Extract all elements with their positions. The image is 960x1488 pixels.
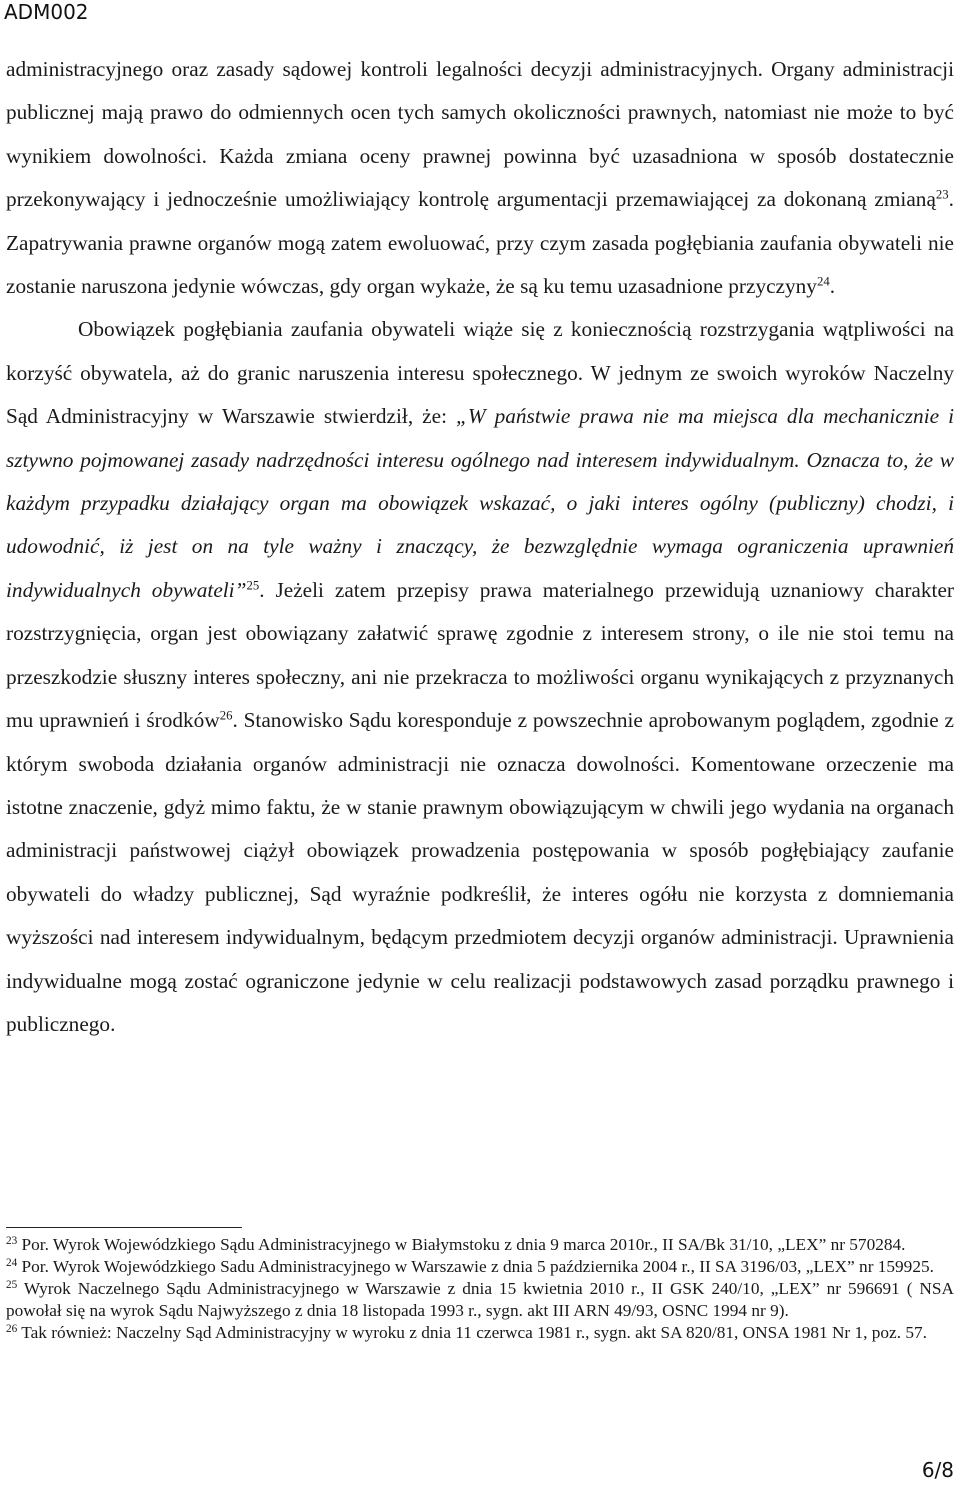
footnote-text: Por. Wyrok Wojewódzkiego Sądu Administracyjnego w Białymstoku z dnia 9 marca 2010r., II SA/Bk 31/10, „LEX” nr 570284. <box>17 1235 906 1254</box>
footnote-ref-24[interactable]: 24 <box>816 274 830 289</box>
paragraph-1-sentence-1: administracyjnego oraz zasady sądowej kontroli legalności decyzji administracyjnych. Organy administracji publicznej mają prawo do odmiennych ocen tych samych okoliczności prawnych, natomiast nie może to być wynikiem dowolności. <box>6 57 954 168</box>
footnote-separator <box>6 1227 242 1228</box>
footnote-24 <box>6 1256 954 1278</box>
footnote-number: 24 <box>6 1256 18 1269</box>
document-id-header: ADM002 <box>4 0 89 24</box>
paragraph-2 <box>6 308 954 1046</box>
footnote-text: Por. Wyrok Wojewódzkiego Sadu Administracyjnego w Warszawie z dnia 5 października 2004 r., II SA 3196/03, „LEX” nr 159925. <box>17 1257 934 1276</box>
paragraph-2-sentence-2: . Jeżeli zatem przepisy prawa materialnego przewidują uznaniowy charakter rozstrzygnięcia, organ jest obowiązany załatwić sprawę zgodnie z interesem strony, o ile nie stoi temu na przeszkodzie słuszny interes społeczny, ani nie przekracza to możliwości organu wynikających z przyznanych mu uprawnień i środków <box>6 577 954 733</box>
paragraph-1-sentence-4: . <box>829 274 836 299</box>
footnote-25 <box>6 1278 954 1322</box>
page-number: 6/8 <box>921 1458 954 1482</box>
footnote-ref-23[interactable]: 23 <box>935 187 949 202</box>
footnote-text: Tak również: Naczelny Sąd Administracyjny w wyroku z dnia 11 czerwca 1981 r., sygn. akt SA 820/81, ONSA 1981 Nr 1, poz. 57. <box>17 1323 927 1342</box>
paragraph-2-sentence-3: . Stanowisko Sądu koresponduje z powszechnie aprobowanym poglądem, zgodnie z którym swoboda działania organów administracji nie oznacza dowolności. Komentowane orzeczenie ma istotne znaczenie, gdyż mimo faktu, że w stanie prawnym obowiązującym w chwili jego wydania na organach administracji państwowej ciążył obowiązek prowadzenia postępowania w sposób pogłębiający zaufanie obywateli do władzy publicznej, Sąd wyraźnie podkreślił, że interes ogółu nie korzysta z domniemania wyższości nad interesem indywidualnym, będącym przedmiotem decyzji organów administracji. Uprawnienia indywidualne mogą zostać ograniczone jedynie w celu realizacji podstawowych zasad porządku prawnego i publicznego. <box>6 708 954 1036</box>
footnote-26 <box>6 1322 954 1344</box>
paragraph-1-sentence-3: . Zapatrywania prawne organów mogą zatem ewoluować, przy czym zasada pogłębiania zaufania obywateli nie zostanie naruszona jedynie wówczas, gdy organ wykaże, że są ku temu uzasadnione przyczyny <box>6 187 954 299</box>
court-quote: „W państwie prawa nie ma miejsca dla mechanicznie i sztywno pojmowanej zasady nadrzędności interesu ogólnego nad interesem indywidualnym. Oznacza to, że w każdym przypadku działający organ ma obowiązek wskazać, o jaki interes ogólny (publiczny) chodzi, i udowodnić, iż jest on na tyle ważny i znaczący, że bezwzględnie wymaga ograniczenia uprawnień indywidualnych obywateli” <box>6 404 954 602</box>
footnotes <box>6 1234 954 1344</box>
footnote-23 <box>6 1234 954 1256</box>
footnote-ref-25[interactable]: 25 <box>246 578 260 593</box>
paragraph-2-sentence-1: Obowiązek pogłębiania zaufania obywateli wiąże się z koniecznością rozstrzygania wątpliwości na korzyść obywatela, aż do granic naruszenia interesu społecznego. W jednym ze swoich wyroków Naczelny Sąd Administracyjny w Warszawie stwierdził, że: <box>6 317 954 429</box>
footnote-number: 26 <box>6 1322 18 1335</box>
paragraph-1-sentence-2: Każda zmiana oceny prawnej powinna być uzasadniona w sposób dostatecznie przekonywający i jednocześnie umożliwiający kontrolę argumentacji przemawiającej za dokonaną zmianą <box>6 143 954 212</box>
footnote-number: 23 <box>6 1234 18 1247</box>
footnote-text: Wyrok Naczelnego Sądu Administracyjnego w Warszawie z dnia 15 kwietnia 2010 r., II GSK 240/10, „LEX” nr 596691 ( NSA powołał się na wyrok Sądu Najwyższego z dnia 18 listopada 1993 r., sygn. akt III ARN 49/93, OSNC 1994 nr 9). <box>6 1279 954 1320</box>
body-text <box>6 48 954 1046</box>
footnote-ref-26[interactable]: 26 <box>219 708 233 723</box>
paragraph-1 <box>6 48 954 308</box>
footnote-number: 25 <box>6 1278 18 1291</box>
